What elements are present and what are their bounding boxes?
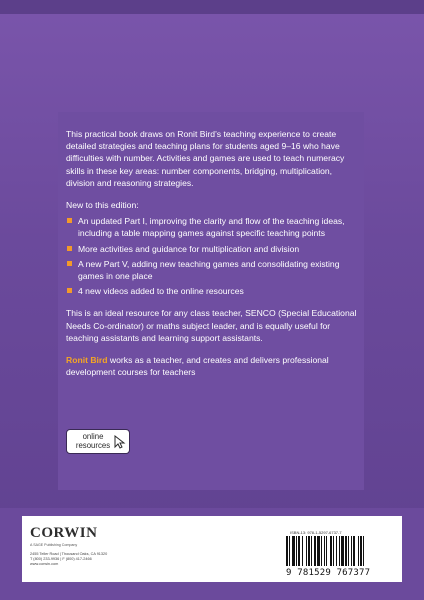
online-resources-badge[interactable]	[66, 429, 130, 454]
author-bio	[66, 354, 358, 378]
author-bio-text: works as a teacher, and creates and delivers professional development courses for teachers	[66, 355, 329, 378]
top-band	[0, 0, 424, 14]
bullet-square-icon	[67, 288, 72, 293]
cursor-arrow-icon	[114, 435, 126, 449]
badge-label: online resources	[75, 432, 111, 450]
list-item: 4 new videos added to the online resources	[66, 285, 358, 297]
publisher-box	[22, 516, 402, 582]
bullet-square-icon	[67, 246, 72, 251]
audience-paragraph: This is an ideal resource for any class teacher, SENCO (Special Educational Needs Co-ordinator) or maths subject leader, and is equally useful for teaching assistants and learning support assistants.	[66, 308, 357, 343]
isbn-label: ISBN-13: 978-1-5297-6737-7	[290, 530, 342, 535]
new-edition-heading: New to this edition:	[66, 200, 139, 211]
list-item: An updated Part I, improving the clarity and flow of the teaching ideas, including a table mapping games against specific teaching points	[66, 215, 358, 239]
new-edition-list	[66, 215, 358, 297]
publisher-address: 2455 Teller Road | Thousand Oaks, CA 91320 T (800) 233-9936 | F (800) 417-2466 www.corwin.com	[30, 552, 108, 566]
list-item: More activities and guidance for multiplication and division	[66, 243, 358, 255]
list-item: A new Part V, adding new teaching games and consolidating existing games in one place	[66, 258, 358, 282]
bullet-square-icon	[67, 218, 72, 223]
barcode-icon	[284, 536, 390, 568]
publisher-tagline: A SAGE Publishing Company	[30, 543, 78, 547]
blurb	[66, 128, 358, 388]
description-paragraph: This practical book draws on Ronit Bird’s teaching experience to create detailed strategies and teaching plans for students aged 9–16 who have difficulties with number. Activities and games are used to teach numeracy skills in these key areas: number components, bridging, multiplication, division and reasoning strategies.	[66, 129, 345, 188]
publisher-logo: CORWIN	[30, 525, 98, 541]
bullet-square-icon	[67, 261, 72, 266]
author-name: Ronit Bird	[66, 355, 108, 366]
barcode-number: 9 781529 767377	[286, 568, 371, 578]
